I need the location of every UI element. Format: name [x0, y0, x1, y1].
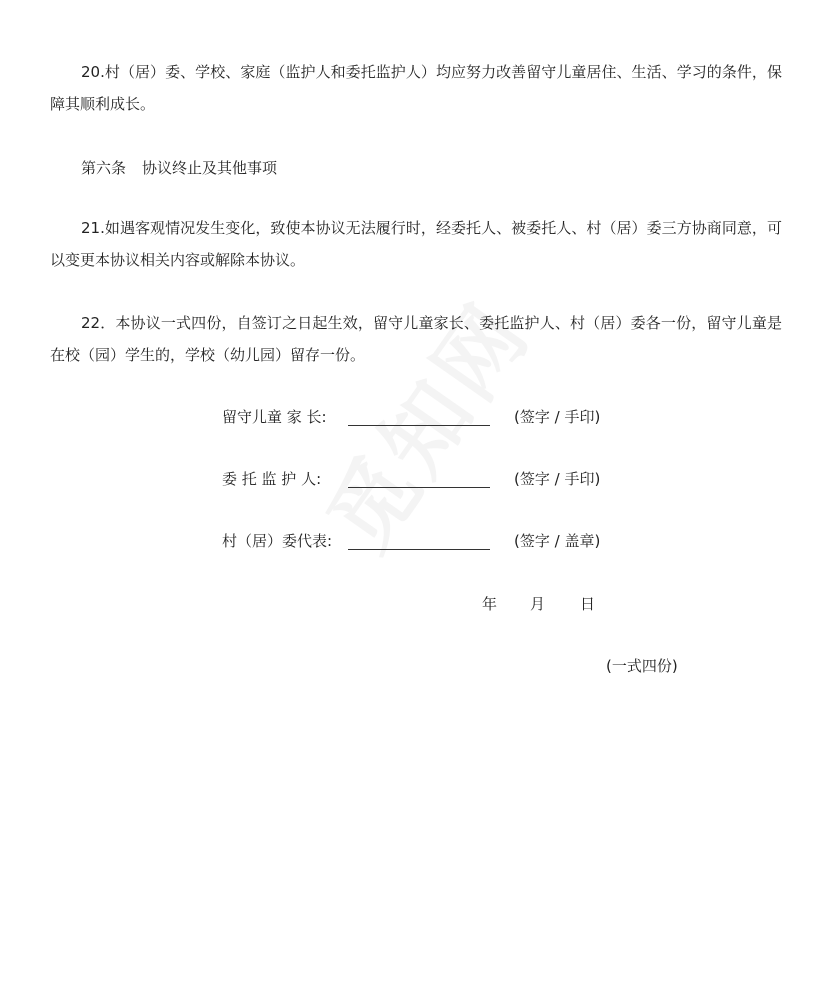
section-number: 第六条	[81, 159, 127, 177]
signature-note: (签字 / 盖章)	[514, 532, 601, 550]
date-year: 年	[482, 595, 498, 613]
signature-row-village	[0, 525, 830, 557]
paragraph-21: 21.如遇客观情况发生变化，致使本协议无法履行时，经委托人、被委托人、村（居）委三方协商同意，可以变更本协议相关内容或解除本协议。	[50, 219, 782, 269]
signature-label: 留守儿童 家 长:	[222, 408, 327, 426]
signature-row-guardian	[0, 463, 830, 495]
signature-label: 村（居）委代表:	[222, 532, 333, 550]
section-title: 协议终止及其他事项	[142, 159, 278, 177]
signature-line	[348, 425, 490, 426]
signature-line	[348, 487, 490, 488]
date-day: 日	[580, 595, 596, 613]
section-heading	[81, 152, 277, 184]
date-month: 月	[530, 595, 546, 613]
signature-note: (签字 / 手印)	[514, 470, 601, 488]
copies-note: (一式四份)	[606, 657, 678, 675]
paragraph-22: 22．本协议一式四份，自签订之日起生效，留守儿童家长、委托监护人、村（居）委各一份，留守儿童是在校（园）学生的，学校（幼儿园）留存一份。	[50, 314, 782, 364]
signature-note: (签字 / 手印)	[514, 408, 601, 426]
signature-line	[348, 549, 490, 550]
paragraph-20: 20.村（居）委、学校、家庭（监护人和委托监护人）均应努力改善留守儿童居住、生活、学习的条件，保障其顺利成长。	[50, 63, 782, 113]
signature-label: 委 托 监 护 人:	[222, 470, 322, 488]
signature-row-parent	[0, 401, 830, 433]
